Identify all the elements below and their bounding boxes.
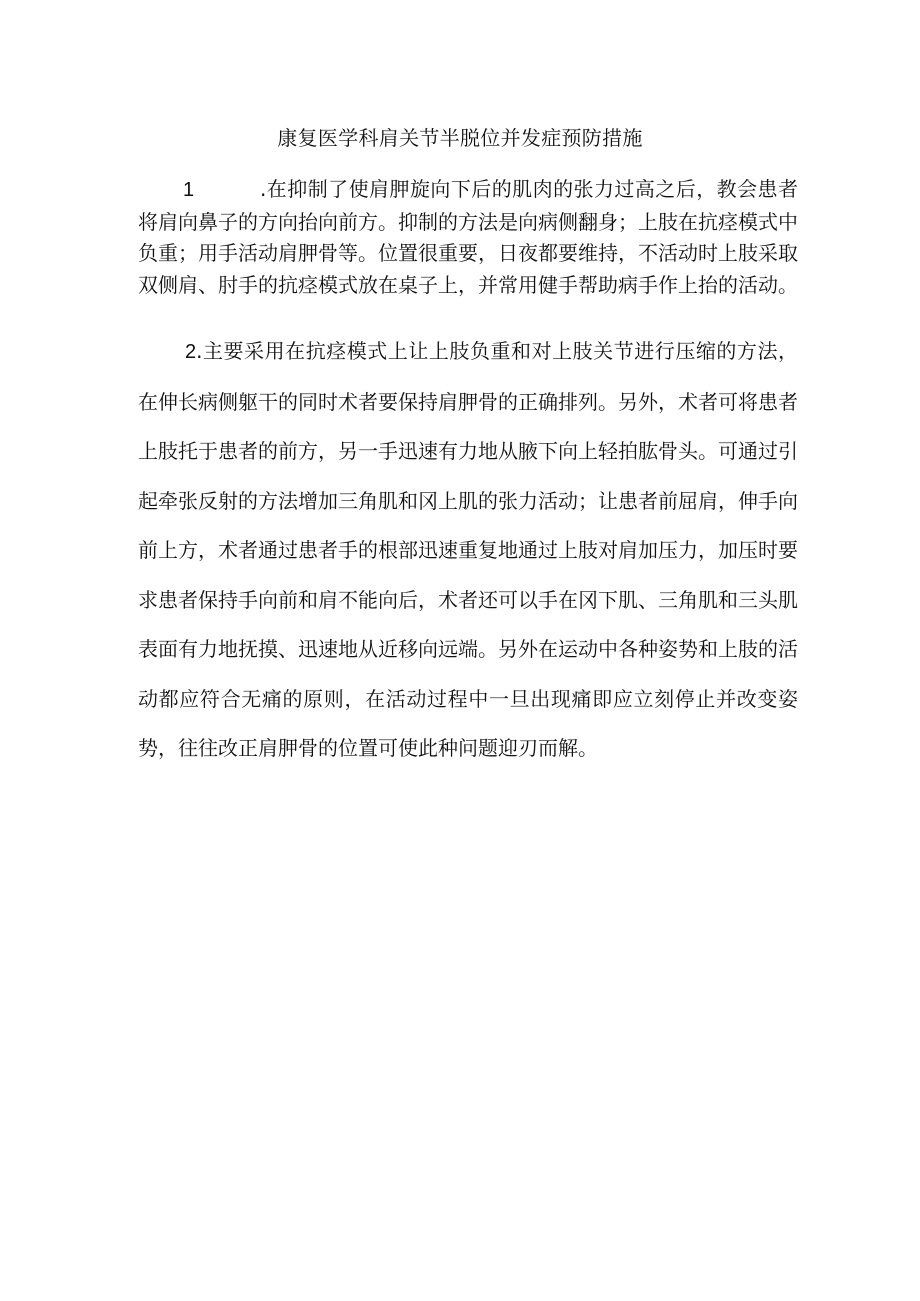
paragraph-1-text: .在抑制了使肩胛旋向下后的肌肉的张力过高之后，教会患者将肩向鼻子的方向抬向前方。抑制的方法是向病侧翻身；上肢在抗痉模式中负重；用手活动肩胛骨等。位置很重要，日夜都要维持，不活动时上肢采取双侧肩、肘手的抗痉模式放在桌子上，并常用健手帮助病手作上抬的活动。 bbox=[138, 177, 798, 297]
paragraph-1 bbox=[138, 174, 798, 301]
paragraph-1-number: 1 bbox=[183, 179, 195, 201]
document-title: 康复医学科肩关节半脱位并发症预防措施 bbox=[277, 126, 643, 150]
paragraph-2 bbox=[138, 327, 798, 774]
paragraph-2-number: 2 bbox=[185, 341, 197, 363]
paragraph-2-text: .主要采用在抗痉模式上让上肢负重和对上肢关节进行压缩的方法，在伸长病侧躯干的同时术者要保持肩胛骨的正确排列。另外，术者可将患者上肢托于患者的前方，另一手迅速有力地从腋下向上轻拍肱骨头。可通过引起牵张反射的方法增加三角肌和冈上肌的张力活动；让患者前屈肩，伸手向前上方，术者通过患者手的根部迅速重复地通过上肢对肩加压力，加压时要求患者保持手向前和肩不能向后，术者还可以手在冈下肌、三角肌和三头肌表面有力地抚摸、迅速地从近移向远端。另外在运动中各种姿势和上肢的活动都应符合无痛的原则，在活动过程中一旦出现痛即应立刻停止并改变姿势，往往改正肩胛骨的位置可使此种问题迎刃而解。 bbox=[138, 339, 798, 760]
